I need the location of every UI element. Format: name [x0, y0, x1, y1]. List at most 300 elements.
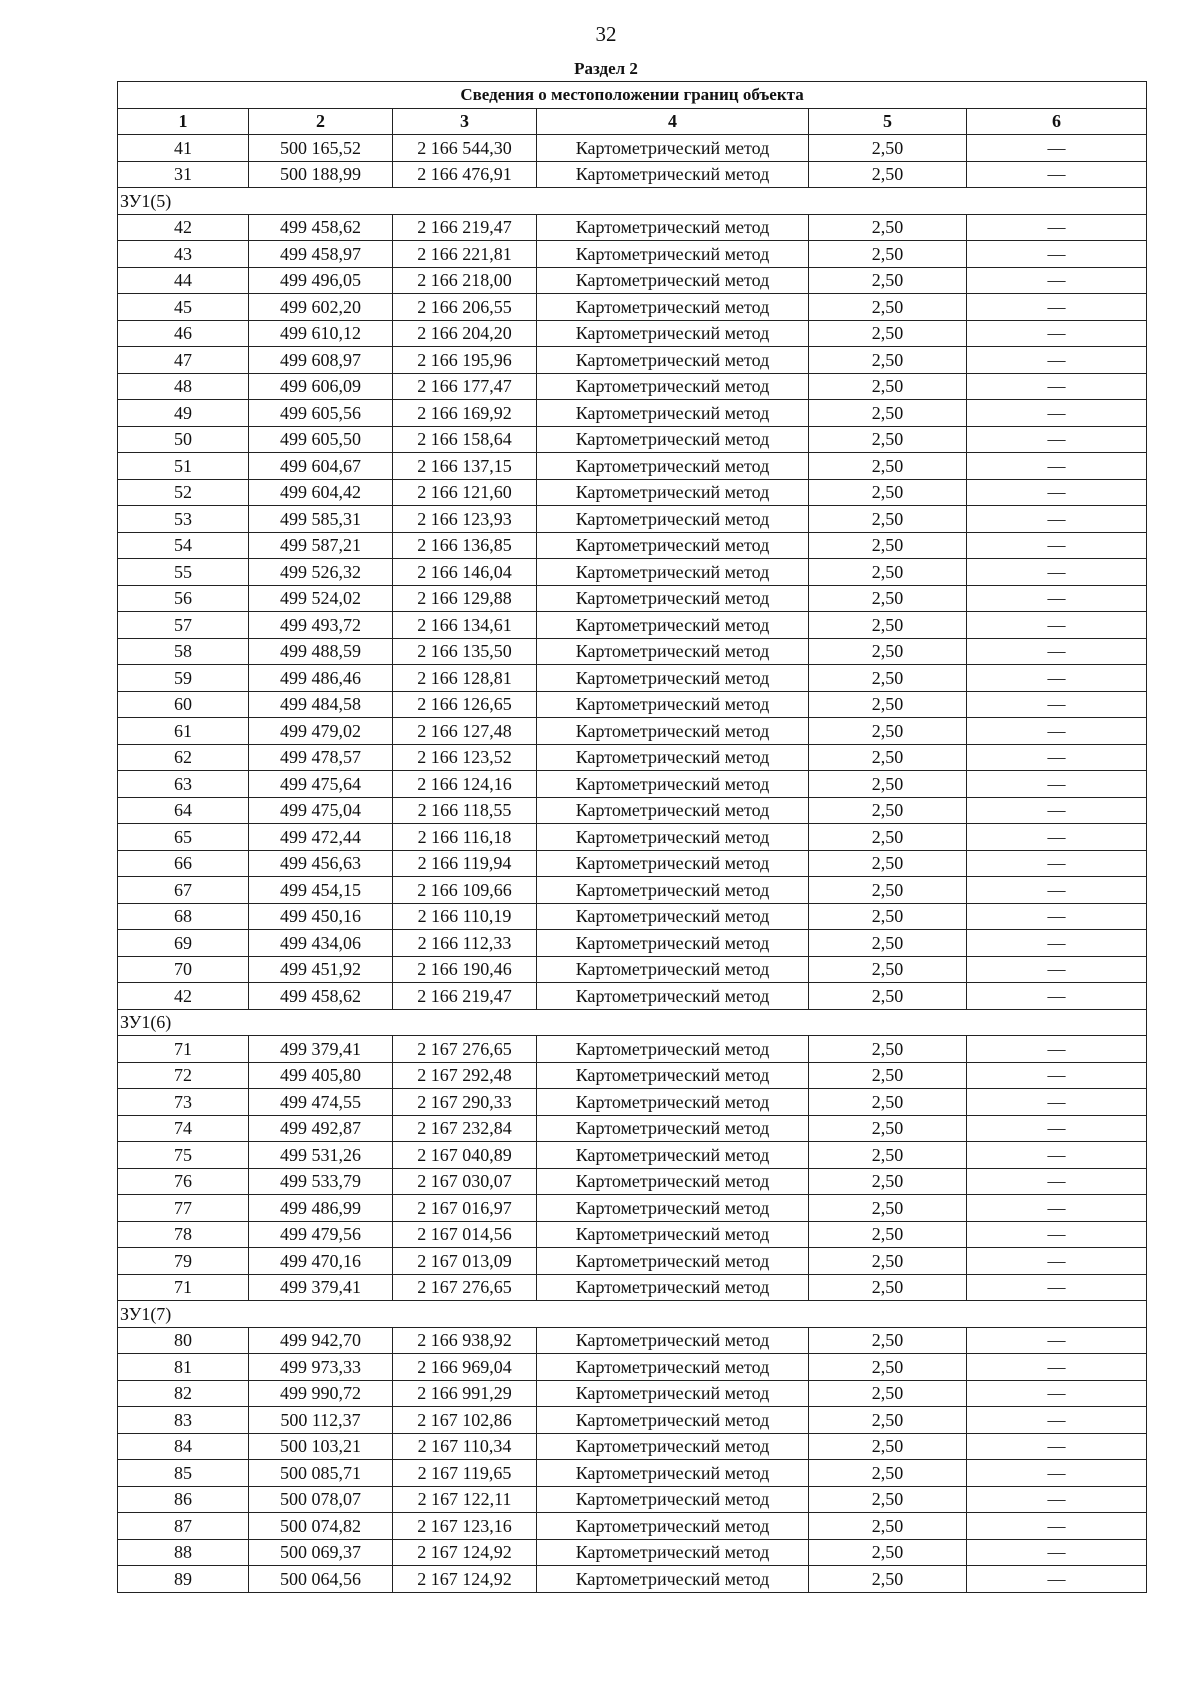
method-cell: Картометрический метод	[537, 824, 809, 851]
point-number-cell: 44	[118, 267, 249, 294]
precision-cell: 2,50	[809, 691, 967, 718]
precision-cell: 2,50	[809, 1142, 967, 1169]
point-number-cell: 70	[118, 956, 249, 983]
precision-cell: 2,50	[809, 930, 967, 957]
table-row	[118, 135, 1147, 162]
y-coordinate-cell: 2 166 177,47	[393, 373, 537, 400]
table-row	[118, 1036, 1147, 1063]
table-row	[118, 1195, 1147, 1222]
point-number-cell: 58	[118, 638, 249, 665]
point-number-cell: 51	[118, 453, 249, 480]
note-cell: —	[967, 373, 1147, 400]
method-cell: Картометрический метод	[537, 1380, 809, 1407]
note-cell: —	[967, 135, 1147, 162]
point-number-cell: 48	[118, 373, 249, 400]
point-number-cell: 63	[118, 771, 249, 798]
note-cell: —	[967, 903, 1147, 930]
point-number-cell: 65	[118, 824, 249, 851]
table-caption: Сведения о местоположении границ объекта	[118, 82, 1147, 109]
y-coordinate-cell: 2 166 137,15	[393, 453, 537, 480]
table-row	[118, 1460, 1147, 1487]
precision-cell: 2,50	[809, 1248, 967, 1275]
x-coordinate-cell: 499 475,64	[249, 771, 393, 798]
x-coordinate-cell: 499 456,63	[249, 850, 393, 877]
point-number-cell: 80	[118, 1327, 249, 1354]
y-coordinate-cell: 2 166 109,66	[393, 877, 537, 904]
method-cell: Картометрический метод	[537, 135, 809, 162]
point-number-cell: 42	[118, 214, 249, 241]
x-coordinate-cell: 499 533,79	[249, 1168, 393, 1195]
precision-cell: 2,50	[809, 1195, 967, 1222]
x-coordinate-cell: 500 069,37	[249, 1539, 393, 1566]
method-cell: Картометрический метод	[537, 400, 809, 427]
method-cell: Картометрический метод	[537, 1486, 809, 1513]
x-coordinate-cell: 499 479,56	[249, 1221, 393, 1248]
note-cell: —	[967, 691, 1147, 718]
method-cell: Картометрический метод	[537, 1036, 809, 1063]
note-cell: —	[967, 1566, 1147, 1593]
x-coordinate-cell: 499 478,57	[249, 744, 393, 771]
x-coordinate-cell: 499 454,15	[249, 877, 393, 904]
note-cell: —	[967, 797, 1147, 824]
x-coordinate-cell: 499 492,87	[249, 1115, 393, 1142]
x-coordinate-cell: 499 458,97	[249, 241, 393, 268]
y-coordinate-cell: 2 166 118,55	[393, 797, 537, 824]
precision-cell: 2,50	[809, 585, 967, 612]
y-coordinate-cell: 2 166 123,52	[393, 744, 537, 771]
y-coordinate-cell: 2 167 290,33	[393, 1089, 537, 1116]
note-cell: —	[967, 453, 1147, 480]
note-cell: —	[967, 585, 1147, 612]
point-number-cell: 31	[118, 161, 249, 188]
precision-cell: 2,50	[809, 1168, 967, 1195]
note-cell: —	[967, 1036, 1147, 1063]
table-row	[118, 1168, 1147, 1195]
y-coordinate-cell: 2 166 127,48	[393, 718, 537, 745]
method-cell: Картометрический метод	[537, 877, 809, 904]
precision-cell: 2,50	[809, 426, 967, 453]
x-coordinate-cell: 499 379,41	[249, 1274, 393, 1301]
precision-cell: 2,50	[809, 956, 967, 983]
y-coordinate-cell: 2 167 013,09	[393, 1248, 537, 1275]
note-cell: —	[967, 479, 1147, 506]
method-cell: Картометрический метод	[537, 1142, 809, 1169]
point-number-cell: 88	[118, 1539, 249, 1566]
precision-cell: 2,50	[809, 665, 967, 692]
note-cell: —	[967, 930, 1147, 957]
precision-cell: 2,50	[809, 1354, 967, 1381]
y-coordinate-cell: 2 167 119,65	[393, 1460, 537, 1487]
y-coordinate-cell: 2 166 136,85	[393, 532, 537, 559]
y-coordinate-cell: 2 166 129,88	[393, 585, 537, 612]
point-number-cell: 50	[118, 426, 249, 453]
table-row	[118, 241, 1147, 268]
y-coordinate-cell: 2 166 135,50	[393, 638, 537, 665]
point-number-cell: 53	[118, 506, 249, 533]
point-number-cell: 41	[118, 135, 249, 162]
x-coordinate-cell: 499 526,32	[249, 559, 393, 586]
y-coordinate-cell: 2 167 276,65	[393, 1274, 537, 1301]
note-cell: —	[967, 771, 1147, 798]
method-cell: Картометрический метод	[537, 691, 809, 718]
note-cell: —	[967, 638, 1147, 665]
point-number-cell: 49	[118, 400, 249, 427]
point-number-cell: 72	[118, 1062, 249, 1089]
table-row	[118, 347, 1147, 374]
method-cell: Картометрический метод	[537, 267, 809, 294]
group-label: ЗУ1(7)	[118, 1301, 1147, 1328]
y-coordinate-cell: 2 166 126,65	[393, 691, 537, 718]
table-row	[118, 1115, 1147, 1142]
point-number-cell: 56	[118, 585, 249, 612]
x-coordinate-cell: 499 496,05	[249, 267, 393, 294]
group-label: ЗУ1(6)	[118, 1009, 1147, 1036]
method-cell: Картометрический метод	[537, 532, 809, 559]
y-coordinate-cell: 2 166 124,16	[393, 771, 537, 798]
note-cell: —	[967, 559, 1147, 586]
note-cell: —	[967, 877, 1147, 904]
y-coordinate-cell: 2 166 544,30	[393, 135, 537, 162]
x-coordinate-cell: 499 524,02	[249, 585, 393, 612]
point-number-cell: 43	[118, 241, 249, 268]
note-cell: —	[967, 1327, 1147, 1354]
point-number-cell: 60	[118, 691, 249, 718]
x-coordinate-cell: 499 488,59	[249, 638, 393, 665]
method-cell: Картометрический метод	[537, 850, 809, 877]
precision-cell: 2,50	[809, 267, 967, 294]
note-cell: —	[967, 1089, 1147, 1116]
precision-cell: 2,50	[809, 1089, 967, 1116]
note-cell: —	[967, 1513, 1147, 1540]
column-number: 5	[809, 108, 967, 135]
table-row	[118, 1354, 1147, 1381]
table-row	[118, 373, 1147, 400]
table-row	[118, 956, 1147, 983]
table-row	[118, 161, 1147, 188]
point-number-cell: 66	[118, 850, 249, 877]
x-coordinate-cell: 499 451,92	[249, 956, 393, 983]
x-coordinate-cell: 499 610,12	[249, 320, 393, 347]
precision-cell: 2,50	[809, 373, 967, 400]
y-coordinate-cell: 2 166 112,33	[393, 930, 537, 957]
note-cell: —	[967, 1407, 1147, 1434]
table-row	[118, 532, 1147, 559]
table-row	[118, 612, 1147, 639]
table-caption-row	[118, 82, 1147, 109]
table-row	[118, 214, 1147, 241]
x-coordinate-cell: 499 602,20	[249, 294, 393, 321]
table-row	[118, 400, 1147, 427]
x-coordinate-cell: 499 486,99	[249, 1195, 393, 1222]
y-coordinate-cell: 2 166 221,81	[393, 241, 537, 268]
precision-cell: 2,50	[809, 638, 967, 665]
note-cell: —	[967, 824, 1147, 851]
method-cell: Картометрический метод	[537, 1407, 809, 1434]
y-coordinate-cell: 2 167 276,65	[393, 1036, 537, 1063]
x-coordinate-cell: 499 479,02	[249, 718, 393, 745]
note-cell: —	[967, 1062, 1147, 1089]
method-cell: Картометрический метод	[537, 930, 809, 957]
x-coordinate-cell: 499 990,72	[249, 1380, 393, 1407]
y-coordinate-cell: 2 167 102,86	[393, 1407, 537, 1434]
point-number-cell: 47	[118, 347, 249, 374]
x-coordinate-cell: 499 475,04	[249, 797, 393, 824]
x-coordinate-cell: 499 606,09	[249, 373, 393, 400]
precision-cell: 2,50	[809, 453, 967, 480]
method-cell: Картометрический метод	[537, 1089, 809, 1116]
table-row	[118, 1248, 1147, 1275]
table-row	[118, 294, 1147, 321]
y-coordinate-cell: 2 166 119,94	[393, 850, 537, 877]
y-coordinate-cell: 2 167 030,07	[393, 1168, 537, 1195]
point-number-cell: 85	[118, 1460, 249, 1487]
x-coordinate-cell: 499 458,62	[249, 214, 393, 241]
method-cell: Картометрический метод	[537, 585, 809, 612]
table-row	[118, 771, 1147, 798]
point-number-cell: 74	[118, 1115, 249, 1142]
precision-cell: 2,50	[809, 214, 967, 241]
table-row	[118, 877, 1147, 904]
method-cell: Картометрический метод	[537, 559, 809, 586]
note-cell: —	[967, 1380, 1147, 1407]
table-row	[118, 1062, 1147, 1089]
method-cell: Картометрический метод	[537, 1327, 809, 1354]
point-number-cell: 45	[118, 294, 249, 321]
table-row	[118, 267, 1147, 294]
precision-cell: 2,50	[809, 1433, 967, 1460]
note-cell: —	[967, 294, 1147, 321]
precision-cell: 2,50	[809, 532, 967, 559]
table-row	[118, 850, 1147, 877]
precision-cell: 2,50	[809, 1539, 967, 1566]
column-number: 6	[967, 108, 1147, 135]
point-number-cell: 68	[118, 903, 249, 930]
y-coordinate-cell: 2 167 014,56	[393, 1221, 537, 1248]
note-cell: —	[967, 214, 1147, 241]
point-number-cell: 55	[118, 559, 249, 586]
table-row	[118, 930, 1147, 957]
table-row	[118, 1142, 1147, 1169]
note-cell: —	[967, 1142, 1147, 1169]
y-coordinate-cell: 2 167 016,97	[393, 1195, 537, 1222]
x-coordinate-cell: 500 188,99	[249, 161, 393, 188]
table-row	[118, 1433, 1147, 1460]
method-cell: Картометрический метод	[537, 1566, 809, 1593]
point-number-cell: 42	[118, 983, 249, 1010]
column-number: 3	[393, 108, 537, 135]
note-cell: —	[967, 1433, 1147, 1460]
note-cell: —	[967, 1274, 1147, 1301]
note-cell: —	[967, 161, 1147, 188]
point-number-cell: 81	[118, 1354, 249, 1381]
y-coordinate-cell: 2 166 219,47	[393, 214, 537, 241]
y-coordinate-cell: 2 166 476,91	[393, 161, 537, 188]
table-row	[118, 1486, 1147, 1513]
point-number-cell: 71	[118, 1036, 249, 1063]
y-coordinate-cell: 2 166 158,64	[393, 426, 537, 453]
precision-cell: 2,50	[809, 1115, 967, 1142]
precision-cell: 2,50	[809, 1274, 967, 1301]
method-cell: Картометрический метод	[537, 161, 809, 188]
note-cell: —	[967, 1248, 1147, 1275]
y-coordinate-cell: 2 167 110,34	[393, 1433, 537, 1460]
table-row	[118, 479, 1147, 506]
point-number-cell: 67	[118, 877, 249, 904]
x-coordinate-cell: 499 470,16	[249, 1248, 393, 1275]
method-cell: Картометрический метод	[537, 983, 809, 1010]
point-number-cell: 61	[118, 718, 249, 745]
x-coordinate-cell: 499 942,70	[249, 1327, 393, 1354]
method-cell: Картометрический метод	[537, 1513, 809, 1540]
y-coordinate-cell: 2 166 128,81	[393, 665, 537, 692]
table-row	[118, 506, 1147, 533]
precision-cell: 2,50	[809, 824, 967, 851]
point-number-cell: 76	[118, 1168, 249, 1195]
y-coordinate-cell: 2 167 124,92	[393, 1566, 537, 1593]
table-row	[118, 585, 1147, 612]
table-row	[118, 453, 1147, 480]
x-coordinate-cell: 499 450,16	[249, 903, 393, 930]
point-number-cell: 77	[118, 1195, 249, 1222]
point-number-cell: 78	[118, 1221, 249, 1248]
point-number-cell: 75	[118, 1142, 249, 1169]
note-cell: —	[967, 665, 1147, 692]
note-cell: —	[967, 426, 1147, 453]
column-number: 4	[537, 108, 809, 135]
x-coordinate-cell: 499 604,67	[249, 453, 393, 480]
method-cell: Картометрический метод	[537, 1248, 809, 1275]
table-row	[118, 1274, 1147, 1301]
point-number-cell: 62	[118, 744, 249, 771]
point-number-cell: 57	[118, 612, 249, 639]
group-header-row	[118, 1301, 1147, 1328]
y-coordinate-cell: 2 166 218,00	[393, 267, 537, 294]
x-coordinate-cell: 500 085,71	[249, 1460, 393, 1487]
x-coordinate-cell: 500 064,56	[249, 1566, 393, 1593]
page-number: 32	[595, 22, 617, 46]
method-cell: Картометрический метод	[537, 347, 809, 374]
x-coordinate-cell: 499 484,58	[249, 691, 393, 718]
x-coordinate-cell: 499 474,55	[249, 1089, 393, 1116]
method-cell: Картометрический метод	[537, 1539, 809, 1566]
x-coordinate-cell: 499 531,26	[249, 1142, 393, 1169]
table-row	[118, 665, 1147, 692]
x-coordinate-cell: 499 434,06	[249, 930, 393, 957]
precision-cell: 2,50	[809, 347, 967, 374]
method-cell: Картометрический метод	[537, 294, 809, 321]
precision-cell: 2,50	[809, 877, 967, 904]
note-cell: —	[967, 320, 1147, 347]
point-number-cell: 46	[118, 320, 249, 347]
point-number-cell: 86	[118, 1486, 249, 1513]
point-number-cell: 82	[118, 1380, 249, 1407]
precision-cell: 2,50	[809, 1513, 967, 1540]
y-coordinate-cell: 2 166 206,55	[393, 294, 537, 321]
table-row	[118, 824, 1147, 851]
precision-cell: 2,50	[809, 1062, 967, 1089]
method-cell: Картометрический метод	[537, 903, 809, 930]
table-row	[118, 1327, 1147, 1354]
x-coordinate-cell: 499 585,31	[249, 506, 393, 533]
note-cell: —	[967, 1539, 1147, 1566]
precision-cell: 2,50	[809, 400, 967, 427]
table-row	[118, 691, 1147, 718]
precision-cell: 2,50	[809, 1380, 967, 1407]
precision-cell: 2,50	[809, 983, 967, 1010]
group-label: ЗУ1(5)	[118, 188, 1147, 215]
table-row	[118, 559, 1147, 586]
precision-cell: 2,50	[809, 1327, 967, 1354]
x-coordinate-cell: 499 973,33	[249, 1354, 393, 1381]
precision-cell: 2,50	[809, 771, 967, 798]
precision-cell: 2,50	[809, 1460, 967, 1487]
x-coordinate-cell: 499 405,80	[249, 1062, 393, 1089]
table-row	[118, 744, 1147, 771]
point-number-cell: 79	[118, 1248, 249, 1275]
table-row	[118, 718, 1147, 745]
method-cell: Картометрический метод	[537, 320, 809, 347]
precision-cell: 2,50	[809, 850, 967, 877]
y-coordinate-cell: 2 167 122,11	[393, 1486, 537, 1513]
note-cell: —	[967, 1168, 1147, 1195]
y-coordinate-cell: 2 166 219,47	[393, 983, 537, 1010]
method-cell: Картометрический метод	[537, 1274, 809, 1301]
precision-cell: 2,50	[809, 559, 967, 586]
y-coordinate-cell: 2 166 116,18	[393, 824, 537, 851]
precision-cell: 2,50	[809, 612, 967, 639]
y-coordinate-cell: 2 166 169,92	[393, 400, 537, 427]
point-number-cell: 52	[118, 479, 249, 506]
y-coordinate-cell: 2 166 991,29	[393, 1380, 537, 1407]
x-coordinate-cell: 499 379,41	[249, 1036, 393, 1063]
precision-cell: 2,50	[809, 744, 967, 771]
method-cell: Картометрический метод	[537, 479, 809, 506]
method-cell: Картометрический метод	[537, 1433, 809, 1460]
note-cell: —	[967, 983, 1147, 1010]
point-number-cell: 69	[118, 930, 249, 957]
precision-cell: 2,50	[809, 903, 967, 930]
y-coordinate-cell: 2 166 134,61	[393, 612, 537, 639]
y-coordinate-cell: 2 166 195,96	[393, 347, 537, 374]
table-row	[118, 1566, 1147, 1593]
precision-cell: 2,50	[809, 479, 967, 506]
table-body	[118, 82, 1147, 1593]
table-row	[118, 1407, 1147, 1434]
note-cell: —	[967, 347, 1147, 374]
y-coordinate-cell: 2 167 123,16	[393, 1513, 537, 1540]
table-row	[118, 426, 1147, 453]
note-cell: —	[967, 1460, 1147, 1487]
x-coordinate-cell: 499 486,46	[249, 665, 393, 692]
note-cell: —	[967, 1221, 1147, 1248]
point-number-cell: 54	[118, 532, 249, 559]
method-cell: Картометрический метод	[537, 771, 809, 798]
method-cell: Картометрический метод	[537, 665, 809, 692]
precision-cell: 2,50	[809, 797, 967, 824]
point-number-cell: 87	[118, 1513, 249, 1540]
x-coordinate-cell: 499 458,62	[249, 983, 393, 1010]
precision-cell: 2,50	[809, 135, 967, 162]
x-coordinate-cell: 500 103,21	[249, 1433, 393, 1460]
x-coordinate-cell: 500 078,07	[249, 1486, 393, 1513]
y-coordinate-cell: 2 166 110,19	[393, 903, 537, 930]
y-coordinate-cell: 2 167 232,84	[393, 1115, 537, 1142]
note-cell: —	[967, 956, 1147, 983]
table-row	[118, 983, 1147, 1010]
precision-cell: 2,50	[809, 718, 967, 745]
note-cell: —	[967, 1486, 1147, 1513]
table-row	[118, 1221, 1147, 1248]
